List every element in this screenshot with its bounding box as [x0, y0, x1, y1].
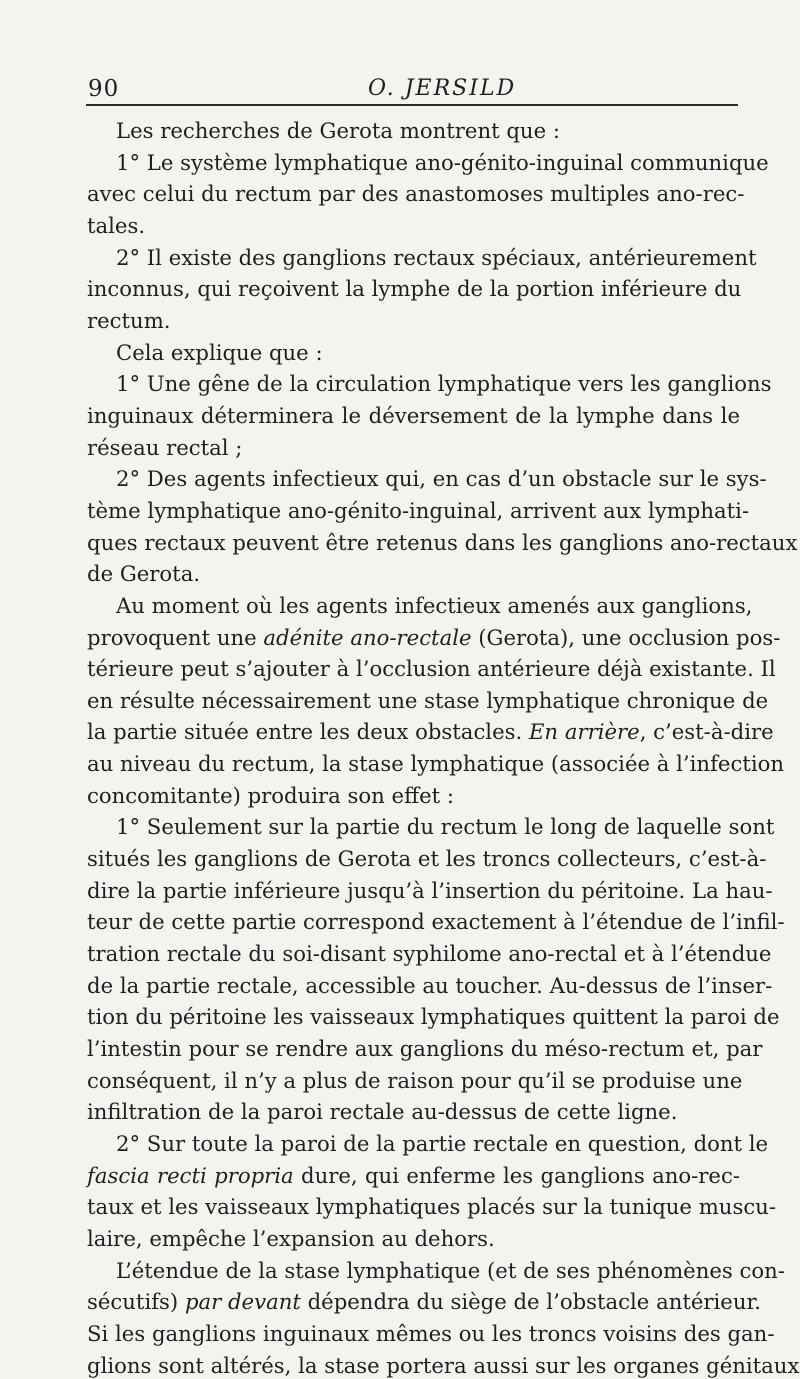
text-line: ques rectaux peuvent être retenus dans les ganglions ano-rectaux	[87, 529, 798, 555]
text-line: de la partie rectale, accessible au toucher. Au-dessus de l’inser-	[87, 972, 773, 998]
text-line: avec celui du rectum par des anastomoses multiples ano-rec-	[87, 181, 745, 207]
text-line: en résulte nécessairement une stase lymphatique chronique de	[87, 687, 769, 713]
text-line: 1° Une gêne de la circulation lymphatique vers les ganglions	[116, 371, 772, 397]
page-header	[88, 68, 738, 104]
text-line: térieure peut s’ajouter à l’occlusion antérieure déjà existante. Il	[87, 656, 776, 682]
body-text	[87, 115, 800, 1379]
text-line: Cela explique que :	[116, 339, 323, 365]
text-segment: la partie située entre les deux obstacles.	[87, 719, 529, 745]
text-line: 1° Le système lymphatique ano-génito-inguinal communique	[116, 149, 769, 175]
text-line: au niveau du rectum, la stase lymphatique (associée à l’infection	[87, 751, 785, 777]
text-line: tales.	[87, 212, 146, 238]
text-line: Les recherches de Gerota montrent que :	[116, 118, 560, 143]
text-line	[87, 716, 774, 748]
text-line: laire, empêche l’expansion au dehors.	[87, 1225, 495, 1251]
text-line: Si les ganglions inguinaux mêmes ou les troncs voisins des gan-	[87, 1320, 775, 1346]
text-line: L’étendue de la stase lymphatique (et de ses phénomènes con-	[116, 1257, 785, 1283]
text-line: Au moment où les agents infectieux amenés aux ganglions,	[116, 592, 753, 618]
text-line: 2° Des agents infectieux qui, en cas d’un obstacle sur le sys-	[116, 466, 767, 492]
italic-text: adénite ano-rectale	[263, 624, 472, 650]
text-line: de Gerota.	[87, 561, 201, 587]
text-line: 2° Il existe des ganglions rectaux spéciaux, antérieurement	[116, 244, 757, 270]
text-line	[87, 1160, 740, 1192]
page-number: 90	[88, 76, 120, 102]
italic-text: En arrière	[528, 719, 640, 745]
text-line: 2° Sur toute la paroi de la partie rectale en question, dont le	[116, 1131, 769, 1156]
text-line: tion du péritoine les vaisseaux lymphatiques quittent la paroi de	[87, 1004, 780, 1030]
text-segment: , c’est-à-dire	[639, 719, 774, 745]
text-line: inconnus, qui reçoivent la lymphe de la portion inférieure du	[87, 276, 742, 302]
text-line: 1° Seulement sur la partie du rectum le long de laquelle sont	[116, 814, 775, 840]
text-segment: (Gerota), une occlusion pos-	[471, 624, 781, 650]
text-line: réseau rectal ;	[87, 434, 243, 460]
header-rule	[86, 104, 738, 106]
text-line: infiltration de la paroi rectale au-dessus de cette ligne.	[87, 1099, 678, 1125]
text-line: tème lymphatique ano-génito-inguinal, arrivent aux lymphati-	[87, 497, 750, 523]
text-line: tration rectale du soi-disant syphilome ano-rectal et à l’étendue	[87, 941, 772, 967]
running-head: O. JERSILD	[368, 76, 517, 101]
text-line	[87, 622, 781, 654]
text-segment: sécutifs)	[87, 1289, 185, 1315]
text-line: conséquent, il n’y a plus de raison pour qu’il se produise une	[87, 1067, 743, 1093]
italic-text: fascia recti propria	[87, 1162, 294, 1188]
text-segment: dépendra du siège de l’obstacle antérieur.	[300, 1289, 762, 1315]
text-line: glions sont altérés, la stase portera aussi sur les organes génitaux	[87, 1352, 800, 1378]
text-segment: provoquent une	[87, 624, 264, 650]
text-line: concomitante) produira son effet :	[87, 782, 455, 808]
text-line: teur de cette partie correspond exactement à l’étendue de l’infil-	[87, 909, 785, 935]
text-line: rectum.	[87, 307, 171, 333]
italic-text: par devant	[184, 1289, 301, 1315]
text-segment: dure, qui enferme les ganglions ano-rec-	[293, 1162, 740, 1188]
text-line: taux et les vaisseaux lymphatiques placés sur la tunique muscu-	[87, 1194, 776, 1220]
text-line: situés les ganglions de Gerota et les troncs collecteurs, c’est-à-	[87, 846, 767, 872]
text-line: dire la partie inférieure jusqu’à l’insertion du péritoine. La hau-	[87, 877, 773, 903]
text-line: l’intestin pour se rendre aux ganglions du méso-rectum et, par	[87, 1036, 763, 1062]
text-line: inguinaux déterminera le déversement de la lymphe dans le	[87, 402, 740, 428]
text-line	[87, 1286, 762, 1318]
